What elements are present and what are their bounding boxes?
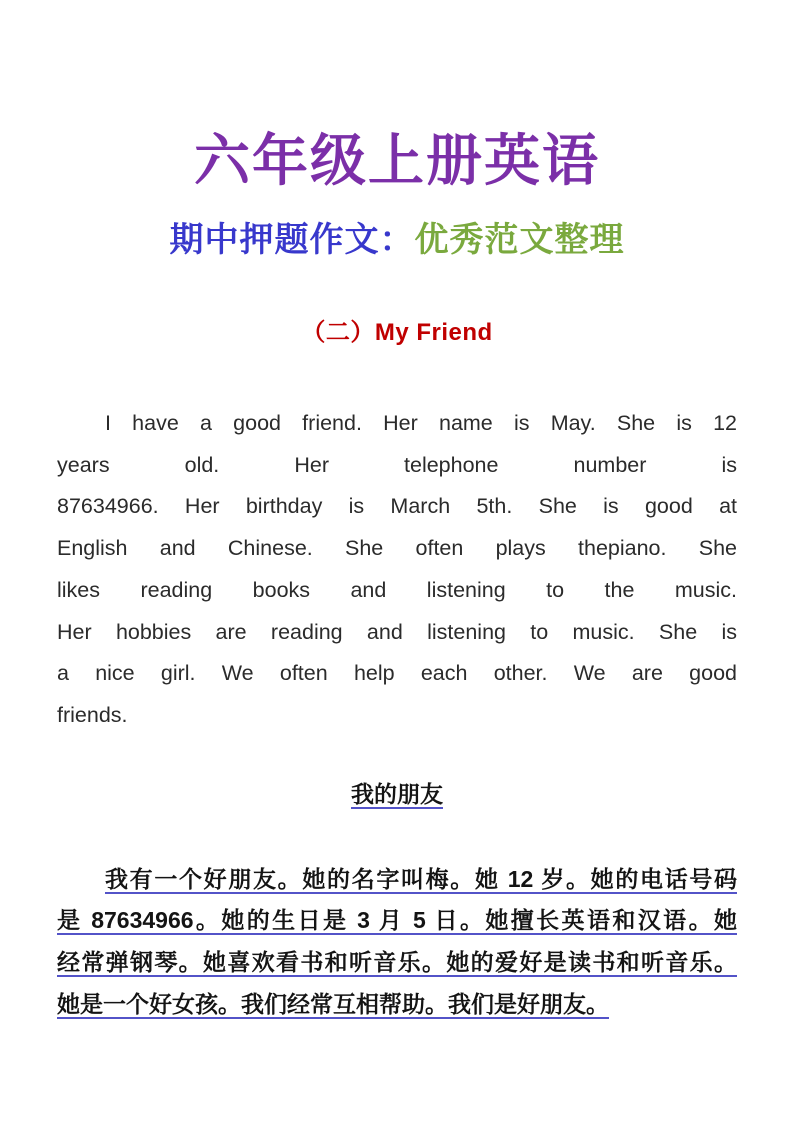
english-line: Her hobbies are reading and listening to music. She is (57, 619, 737, 644)
english-line: years old. Her telephone number is (57, 452, 737, 477)
chinese-line-text: 经常弹钢琴。她喜欢看书和听音乐。她的爱好是读书和听音乐。 (57, 949, 737, 976)
essay-section-heading: （二）My Friend (301, 319, 493, 346)
english-line: English and Chinese. She often plays thepiano. She (57, 536, 737, 561)
document-title: 六年级上册英语 (194, 129, 600, 192)
translation-heading (57, 773, 737, 815)
chinese-line-text: 她是一个好女孩。我们经常互相帮助。我们是好朋友。 (57, 990, 609, 1017)
translation-heading-text: 我的朋友 (351, 780, 443, 807)
chinese-line-text: 是 87634966。她的生日是 3 月 5 日。她擅长英语和汉语。她 (57, 907, 737, 934)
chinese-line (57, 900, 737, 942)
chinese-line (57, 859, 737, 901)
chinese-line-text: 我有一个好朋友。她的名字叫梅。她 12 岁。她的电话号码 (105, 865, 737, 892)
english-line: likes reading books and listening to the music. (57, 577, 737, 602)
english-line: friends. (57, 702, 128, 727)
chinese-line (57, 984, 737, 1026)
english-line: 87634966. Her birthday is March 5th. She is good at (57, 494, 737, 519)
english-paragraph (57, 403, 737, 737)
chinese-paragraph (57, 859, 737, 1026)
subtitle-topic-label: 期中押题作文： (169, 221, 415, 259)
english-line: I have a good friend. Her name is May. She is 12 (105, 411, 737, 435)
english-line: a nice girl. We often help each other. We are good (57, 661, 737, 686)
chinese-line (57, 942, 737, 984)
document-subtitle (57, 220, 737, 260)
subtitle-description: 优秀范文整理 (414, 221, 625, 259)
